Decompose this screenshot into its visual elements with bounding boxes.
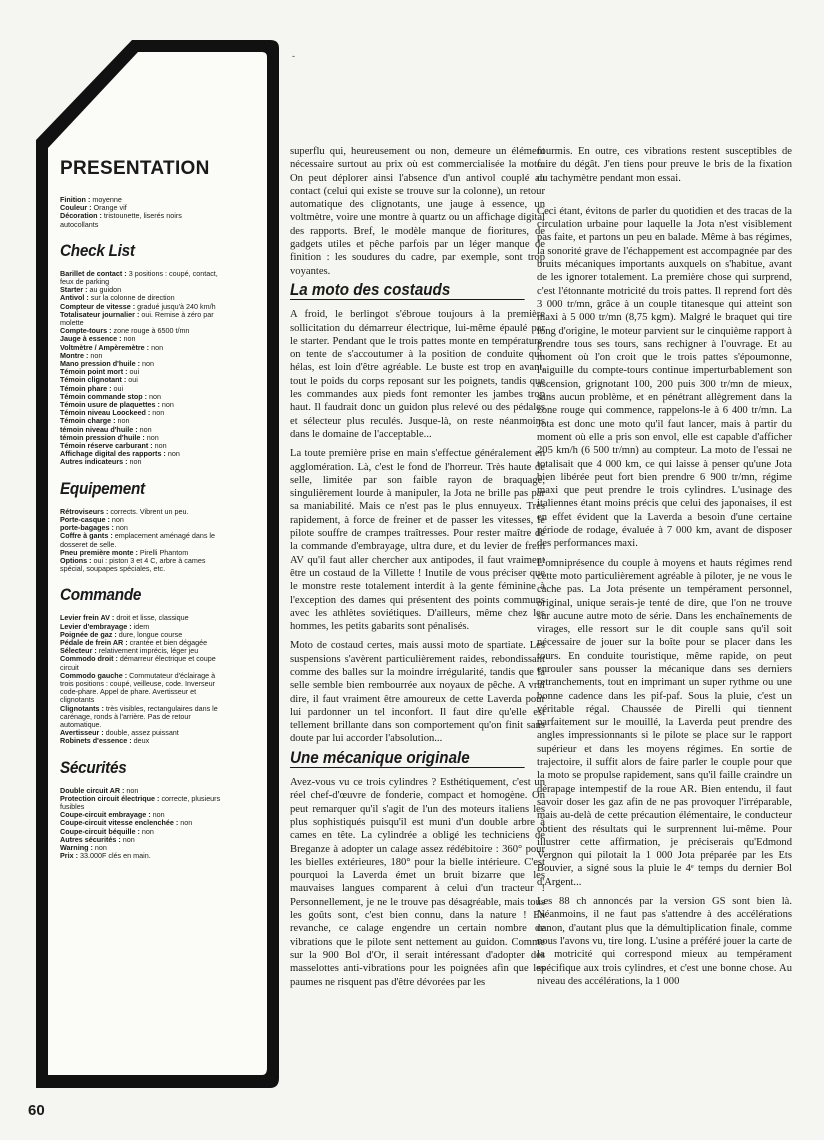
spec-label: Sélecteur :	[60, 646, 97, 656]
article-column-2	[537, 145, 792, 994]
spec-value: automatique.	[60, 719, 102, 729]
article-column-1	[290, 145, 545, 995]
spec-label: Poignée de gaz :	[60, 629, 117, 639]
spec-label: Clignotants :	[60, 703, 104, 713]
spec-value: corrects. Vibrent un peu.	[108, 506, 189, 516]
spec-value: droit et lisse, classique	[114, 613, 189, 623]
paragraph: La toute première prise en main s'effectue généralement en agglomération. Là, c'est le fond de l'horreur. Très haute de selle, limitée par son faible rayon de braquage, singulièrement lourde à manipuler, la Jota ne brille pas par sa maniabilité. Mais ce n'est pas le plus ennuyeux. Très rapidement, à force de freiner et de passer les vitesses, le pilote souffre de crampes traîtresses. Pour rester maître de la commande d'embrayage, ultra dure, et du levier de frein AV qu'il faut aller chercher aux antipodes, il faut vraiment être un costaud de la Villette ! Inutile de vous préciser que le monstre reste totalement interdit à la gente féminine à l'exception des dames qui présentent des points communs avec les athlètes soviétiques. D'ailleurs, même chez les hommes, les petits gabarits sont pénalisés.	[290, 448, 545, 633]
spec-label: Témoin phare :	[60, 383, 112, 393]
spec-label: Affichage digital des rapports :	[60, 449, 166, 459]
spec-value: non	[120, 834, 135, 844]
spec-value: dosseret de selle.	[60, 539, 117, 549]
spec-value: correcte, plusieurs	[159, 793, 221, 803]
spec-label: Coupe-circuit béquille :	[60, 826, 140, 836]
spec-label: Options :	[60, 555, 92, 565]
spec-value: non	[149, 342, 164, 352]
spec-value: non	[139, 359, 154, 369]
spec-label: Levier d'embrayage :	[60, 621, 132, 631]
spec-value: très visibles, rectangulaires dans le	[103, 703, 218, 713]
spec-label: Coffre à gants :	[60, 531, 113, 541]
sidebar-section-heading: Sécurités	[60, 757, 127, 777]
paragraph: L'omniprésence du couple à moyens et hauts régimes rend cette moto particulièrement agréable à piloter, je ne vous le cache pas. La Jota présente un tempérament personnel, original, unique serais-je tenté de dire, que l'on ne trouve sur aucune autre moto de série. Dans les enchaînements de virages, elle ressort sur le dit couple sans qu'il soit nécessaire de jouer sur la boîte pour se placer dans les tours. En conduite touristique, même rapide, on peut enrouler sans pousser la mécanique dans ses derniers retranchements, tout en imprimant un super rythme ou une bonne cadence dans les pif-paf. Sous la pluie, c'est un véritable régal. Chaussée de Pirelli qui tiennent parfaitement sur le mouillé, la Laverda peut prendre des angles impressionnants si le pilote se place sur le rapport supérieur et dans les moyens régimes. En sortie de trajectoire, il suffit alors de faire parler le couple pour que la moto se propulse rapidement, sans qu'il faille craindre un dérapage intempestif de la roue AR. Bien entendu, il faut savoir doser les gaz afin de ne pas provoquer l'irréparable, mais au-delà de cette précaution élémentaire, le conducteur obtient des résultats qui le surprennent lui-même. Pour illustrer cette affirmation, je préciserais qu'Edmond Vergnon qui pilotait la 1 000 Jota préparée par les Ets Bouvier, a signé sous la pluie le 4ᵉ temps du dernier Bol d'Argent...	[537, 557, 792, 888]
spec-value: gradué jusqu'à 240 km/h	[135, 301, 216, 311]
spec-label: Voltmètre / Ampèremètre :	[60, 342, 150, 352]
sidebar-section-heading: Equipement	[60, 478, 145, 498]
spec-label: Témoin commande stop :	[60, 391, 148, 401]
spec-value: non	[137, 424, 152, 434]
paragraph: Les 88 ch annoncés par la version GS sont bien là. Néanmoins, il ne faut pas s'attendre à des accélérations canon, d'autant plus que la démultiplication finale, comme nous l'avons vu, tire long. L'usine a préféré jouer la carte de la motricité qui correspond mieux au tempérament spécifique aux trois cylindres, et c'est une bonne chose. Au niveau des accélérations, la 1 000	[537, 896, 792, 987]
spec-label: Double circuit AR :	[60, 785, 125, 795]
spec-value: non	[165, 449, 180, 459]
spec-label: Témoin niveau Loockeed :	[60, 408, 151, 418]
spec-line	[60, 458, 272, 466]
spec-value: autocollants	[60, 219, 99, 229]
spec-label: Autres sécurités :	[60, 834, 121, 844]
sidebar-sections	[60, 241, 272, 861]
spec-value: clignotants	[60, 695, 95, 705]
spec-value: sur la colonne de direction	[88, 293, 175, 303]
spec-label: Commodo droit :	[60, 654, 118, 664]
spec-line	[60, 221, 272, 229]
spec-value: non	[113, 523, 128, 533]
spec-label: Pédale de frein AR :	[60, 637, 128, 647]
spec-label: Autres indicateurs :	[60, 457, 128, 467]
spec-label: Mano pression d'huile :	[60, 359, 140, 369]
sidebar-section-heading: Check List	[60, 240, 135, 260]
section-heading: La moto des costauds	[290, 284, 525, 300]
spec-value: non	[147, 391, 162, 401]
spec-label: Antivol :	[60, 293, 89, 303]
spec-label: Levier frein AV :	[60, 613, 115, 623]
spec-label: Coupe-circuit embrayage :	[60, 810, 151, 820]
spec-value: au guidon	[87, 285, 122, 295]
spec-label: Témoin point mort :	[60, 367, 128, 377]
spec-label: Témoin clignotant :	[60, 375, 127, 385]
spec-value: feux de parking	[60, 277, 110, 287]
spec-line	[60, 737, 272, 745]
spec-line	[60, 311, 272, 319]
spec-label: Porte-casque :	[60, 514, 110, 524]
sidebar-section-list	[60, 614, 272, 745]
spec-value: non	[178, 818, 193, 828]
spec-value: 33.000F clés en main.	[77, 851, 151, 861]
spec-value: trois positions : coupé, veilleuse, code. Inverseur	[60, 678, 216, 688]
spec-value: code-phare. Appel de phare. Avertisseur et	[60, 687, 197, 697]
spec-value: oui	[127, 367, 140, 377]
spec-value: non	[150, 408, 165, 418]
spec-value: Pirelli Phantom	[137, 547, 189, 557]
spec-label: Témoin réserve carburant :	[60, 441, 153, 451]
spec-value: Commutateur d'éclairage à	[127, 670, 216, 680]
spec-label: Protection circuit électrique :	[60, 793, 160, 803]
spec-value: non	[127, 457, 142, 467]
spec-label: Barillet de contact :	[60, 268, 127, 278]
spec-value: emplacement aménagé dans le	[112, 531, 216, 541]
spec-value: non	[159, 400, 174, 410]
spec-value: idem	[131, 621, 150, 631]
spec-value: non	[115, 416, 130, 426]
spec-value: oui	[126, 375, 138, 385]
spec-line	[60, 795, 272, 803]
paragraph: fourmis. En outre, ces vibrations restent susceptibles de faire du dégât. J'en tiens pour preuve le bris de la fixation du tachymètre pendant mon essai.	[537, 146, 792, 184]
spec-label: Totalisateur journalier :	[60, 309, 140, 319]
paragraph: A froid, le berlingot s'ébroue toujours à la première sollicitation du démarreur électrique, lui-même épaulé par le starter. Pendant que le trois pattes monte en température, on tente de s'accoutumer à la position de conduite qui, hélas, est loin d'être agréable. Le buste est trop en avant, tout le poids du corps reposant sur les poignets, tandis que les commandes aux pieds font remonter les jambes trop haut. Il faudrait donc un guidon plus relevé ou des pédales et sélecteur plus reculés. Jusque-là, on reste néanmoins dans le domaine de l'acceptable...	[290, 309, 545, 440]
spec-value: Orange vif	[91, 203, 127, 213]
spec-line	[60, 565, 272, 573]
spec-label: Rétroviseurs :	[60, 506, 109, 516]
spec-value: crantée et bien dégagée	[127, 637, 208, 647]
sidebar-section-list	[60, 787, 272, 861]
paragraph: Ceci étant, évitons de parler du quotidien et des tracas de la circulation urbaine pour laquelle la Jota n'est visiblement pas faite, et partons un peu en balade. Même à bas régimes, la sonorité grave de l'échappement est accompagnée par des bruits mécaniques importants auxquels on s'habitue, avant de les ignorer totalement. La première chose qui surprend, c'est l'étonnante motricité du trois pattes. Il reprend fort dès 3 000 tr/mn, grâce à un couple titanesque qui atteint son maxi à 5 000 tr/mn (8,75 kgm). Malgré le braquet qui tire long d'origine, le moteur parvient sur le cinquième rapport à prendre tous ses tours, sans rechigner à l'ouvrage. Et au moment où l'on croit que le trois pattes s'époumonne, l'aiguille du compte-tours continue imperturbablement son ascension, grignotant 100, 200 puis 300 tr/mn de mieux, sans aucun problème, et en pénétrant allègrement dans la zone rouge qui commence, rappelons-le à 6 400 tr/mn. La Jota est donc une moto qu'il faut lancer, mais à partir du moment où elle a pris son envol, elle est capable d'afficher 205 km/h (6 500 tr/mn) au compteur. La moto de l'essai ne totalisait que 4 000 km, ce qui laisse à penser qu'une Jota bien libérée peut fort bien prendre 6 900 tr/mn, régime maxi que peut prendre le trois cylindres. L'usinage des italiennes étant moins précis que celui des japonaises, il est en effet évident que la Laverda a besoin d'une certaine période de rodage, évaluée à 7 000 km, avant de disposer des performances maxi.	[537, 205, 792, 550]
spec-label: Jauge à essence :	[60, 334, 122, 344]
sidebar-section-heading: Commande	[60, 585, 142, 605]
paragraph: Moto de costaud certes, mais aussi moto de spartiate. Les suspensions s'avèrent particulièrement raides, rebondissant comme des balles sur la moindre irrégularité, tandis que la selle semble bien rembourrée aux noyaux de pêche. A vrai dire, il faut vraiment être amoureux de cette Laverda pour lui pardonner un tel inconfort. Il faut dire qu'elle est tellement brillante dans son comportement qu'on finit sans doute par lui accorder l'absolution...	[290, 640, 545, 745]
spec-label: Robinets d'essence :	[60, 736, 132, 746]
spec-label: porte-bagages :	[60, 523, 114, 533]
sidebar-section-list	[60, 508, 272, 574]
spec-label: Prix :	[60, 851, 78, 861]
spec-line	[60, 852, 272, 860]
presentation-list	[60, 196, 272, 229]
spec-value: tristounette, liserés noirs	[101, 211, 182, 221]
spec-label: Pneu première monte :	[60, 547, 138, 557]
spec-value: molette	[60, 318, 84, 328]
spec-value: 3 positions : coupé, contact,	[126, 268, 218, 278]
spec-label: Avertisseur :	[60, 728, 104, 738]
spec-value: non	[144, 432, 159, 442]
spec-value: deux	[131, 736, 150, 746]
page-number: 60	[28, 1102, 45, 1119]
specs-sidebar	[60, 158, 272, 860]
spec-value: non	[92, 842, 107, 852]
spec-value: dure, longue course	[116, 629, 183, 639]
spec-value: carénage, ronds à l'arrière. Pas de retour	[60, 711, 191, 721]
spec-value: double, assez puissant	[103, 728, 179, 738]
spec-value: oui	[111, 383, 124, 393]
spec-label: Finition :	[60, 195, 91, 204]
spec-value: circuit	[60, 662, 79, 672]
spec-value: oui. Remise à zéro par	[139, 309, 214, 319]
spec-label: Décoration :	[60, 211, 102, 221]
sidebar-section-list	[60, 270, 272, 467]
section-heading: Une mécanique originale	[290, 752, 525, 768]
spec-value: non	[121, 334, 136, 344]
spec-label: Couleur :	[60, 203, 92, 213]
spec-label: Warning :	[60, 842, 93, 852]
spec-label: Compteur de vitesse :	[60, 301, 136, 311]
spec-value: non	[109, 514, 124, 524]
paragraph: superflu qui, heureusement ou non, demeure un élément nécessaire surtout au prix où est commercialisée la moto. On peut déplorer ainsi l'absence d'un antivol couplé au contact (celui qui existe se trouve sur la colonne), un retour automatique des clignotants, une jauge à essence, un voltmètre, voire une montre à quartz ou un affichage digital des rapports. Bref, le modèle manque de fioritures, de gadgets utiles et pêche parfois par un léger manque de finition : les soudures du cadre, par exemple, sont trop voyantes.	[290, 146, 545, 277]
spec-label: témoin pression d'huile :	[60, 432, 145, 442]
spec-label: témoin niveau d'huile :	[60, 424, 138, 434]
spec-value: non	[139, 826, 154, 836]
spec-label: Compte-tours :	[60, 326, 112, 336]
spec-value: oui : piston 3 et 4 C, arbre à cames	[91, 555, 206, 565]
spec-value: non	[124, 785, 139, 795]
spec-value: démarreur électrique et coupe	[117, 654, 216, 664]
spec-value: non	[152, 441, 167, 451]
page-dash-mark: -	[292, 51, 295, 61]
spec-label: Montre :	[60, 350, 89, 360]
spec-label: Coupe-circuit vitesse enclenchée :	[60, 818, 179, 828]
spec-value: moyenne	[90, 195, 122, 204]
spec-value: non	[88, 350, 103, 360]
spec-value: non	[150, 810, 165, 820]
spec-label: Commodo gauche :	[60, 670, 128, 680]
spec-label: Starter :	[60, 285, 88, 295]
sidebar-title: PRESENTATION	[60, 158, 210, 179]
spec-value: spécial, soupapes spéciales, etc.	[60, 564, 166, 574]
spec-value: relativement imprécis, léger jeu	[96, 646, 199, 656]
paragraph: Avez-vous vu ce trois cylindres ? Esthétiquement, c'est un réel chef-d'œuvre de fonderie, compact et homogène. On peut remarquer qu'il s'agit de l'un des moteurs italiens les plus sophistiqués puisqu'il est muni d'un double arbre à cames en tête. La cylindrée a obligé les techniciens de Breganze à adopter un calage assez rédébitoire : 360° pour les bielles extérieures, 180° pour la bielle intérieure. C'est pourquoi la Laverda émet un bruit bizarre que les mauvaises langues comparent à celui d'un tracteur ! Personnellement, je ne le trouve pas désagréable, mais tous les goûts sont, c'est bien connu, dans la nature ! En revanche, ce calage engendre un certain nombre de vibrations que le pilote sent nettement au guidon. Comme sur la 900 Bol d'Or, il serait intéressant d'adopter des masselottes anti-vibrations pour les poignées afin que les paumes ne risquent pas d'être dévorées par les	[290, 777, 545, 988]
spec-label: Témoin usure de plaquettes :	[60, 400, 160, 410]
spec-label: Témoin charge :	[60, 416, 116, 426]
spec-value: zone rouge à 6500 t/mn	[111, 326, 190, 336]
spec-line	[60, 655, 272, 663]
spec-value: fusibles	[60, 801, 85, 811]
